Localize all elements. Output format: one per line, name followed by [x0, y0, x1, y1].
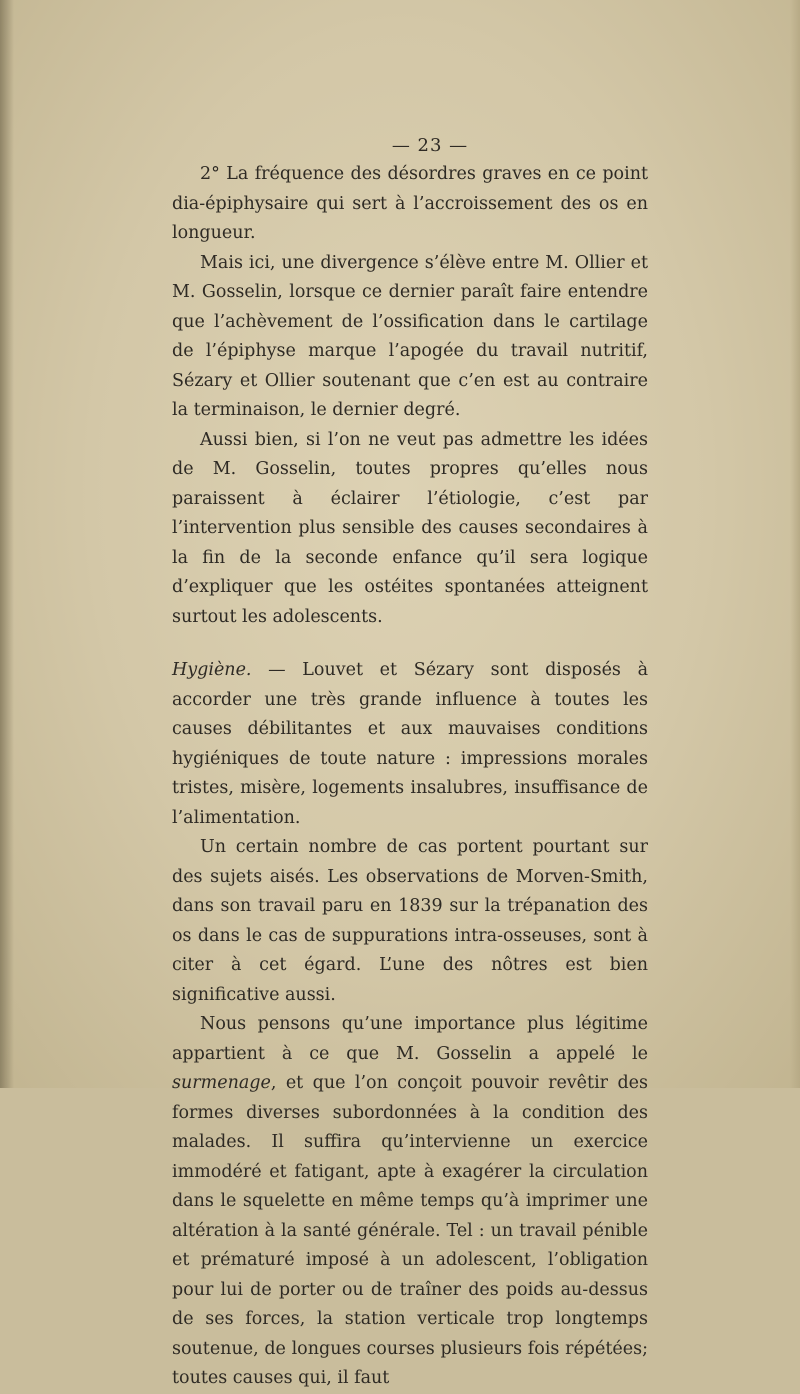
paragraph-4: Un certain nombre de cas portent pourtant sur des sujets aisés. Les observations de Morven-Smith, dans son travail paru en 1839 sur la trépanation des os dans le cas de suppurations intra-osseuses, sont à citer à cet égard. L’une des nôtres est bien significative aussi. — [172, 837, 648, 1005]
paragraph-3: Aussi bien, si l’on ne veut pas admettre les idées de M. Gosselin, toutes propres qu’elles nous paraissent à éclairer l’étiologie, c’est par l’intervention plus sensible des causes secondaires à la fin de la seconde enfance qu’il sera logique d’expliquer que les ostéites spontanées atteignent surtout les adolescents. — [172, 429, 648, 627]
paragraph-hygiene — [172, 656, 648, 833]
paragraph-1: 2° La fréquence des désordres graves en ce point dia-épiphysaire qui sert à l’accroissement des os en longueur. — [172, 164, 648, 243]
page-number: — 23 — — [391, 135, 469, 156]
binding-shadow — [0, 0, 14, 1088]
paragraph-5-rest: , et que l’on conçoit pouvoir revêtir des formes diverses subordonnées à la condition des malades. Il suffira qu’intervienne un exercice immodéré et fatigant, apte à exagérer la circulation dans le squelette en même temps qu’à imprimer une altération à la santé générale. Tel : un travail pénible et prématuré imposé à un adolescent, l’obligation pour lui de porter ou de traîner des poids au-dessus de ses forces, la station verticale trop longtemps soutenue, de longues courses plusieurs fois répétées; toutes causes qui, il faut — [172, 1073, 648, 1388]
hygiene-text: — Louvet et Sézary sont disposés à accorder une très grande influence à toutes les causes débilitantes et aux mauvaises conditions hygiéniques de toute nature : impressions morales tristes, misère, logements insalubres, insuffisance de l’alimentation. — [172, 660, 648, 828]
page-text — [172, 132, 648, 1394]
surmenage-term: surmenage — [172, 1073, 271, 1093]
edge-shadow — [790, 0, 800, 1088]
paragraph-5-start: Nous pensons qu’une importance plus légitime appartient à ce que M. Gosselin a appelé le — [172, 1014, 648, 1064]
paragraph-2: Mais ici, une divergence s’élève entre M. Ollier et M. Gosselin, lorsque ce dernier paraît faire entendre que l’achèvement de l’ossification dans le cartilage de l’épiphyse marque l’apogée du travail nutritif, Sézary et Ollier soutenant que c’en est au contraire la terminaison, le dernier degré. — [172, 252, 648, 420]
hygiene-heading: Hygiène. — [172, 660, 252, 680]
paragraph-5 — [172, 1010, 648, 1394]
